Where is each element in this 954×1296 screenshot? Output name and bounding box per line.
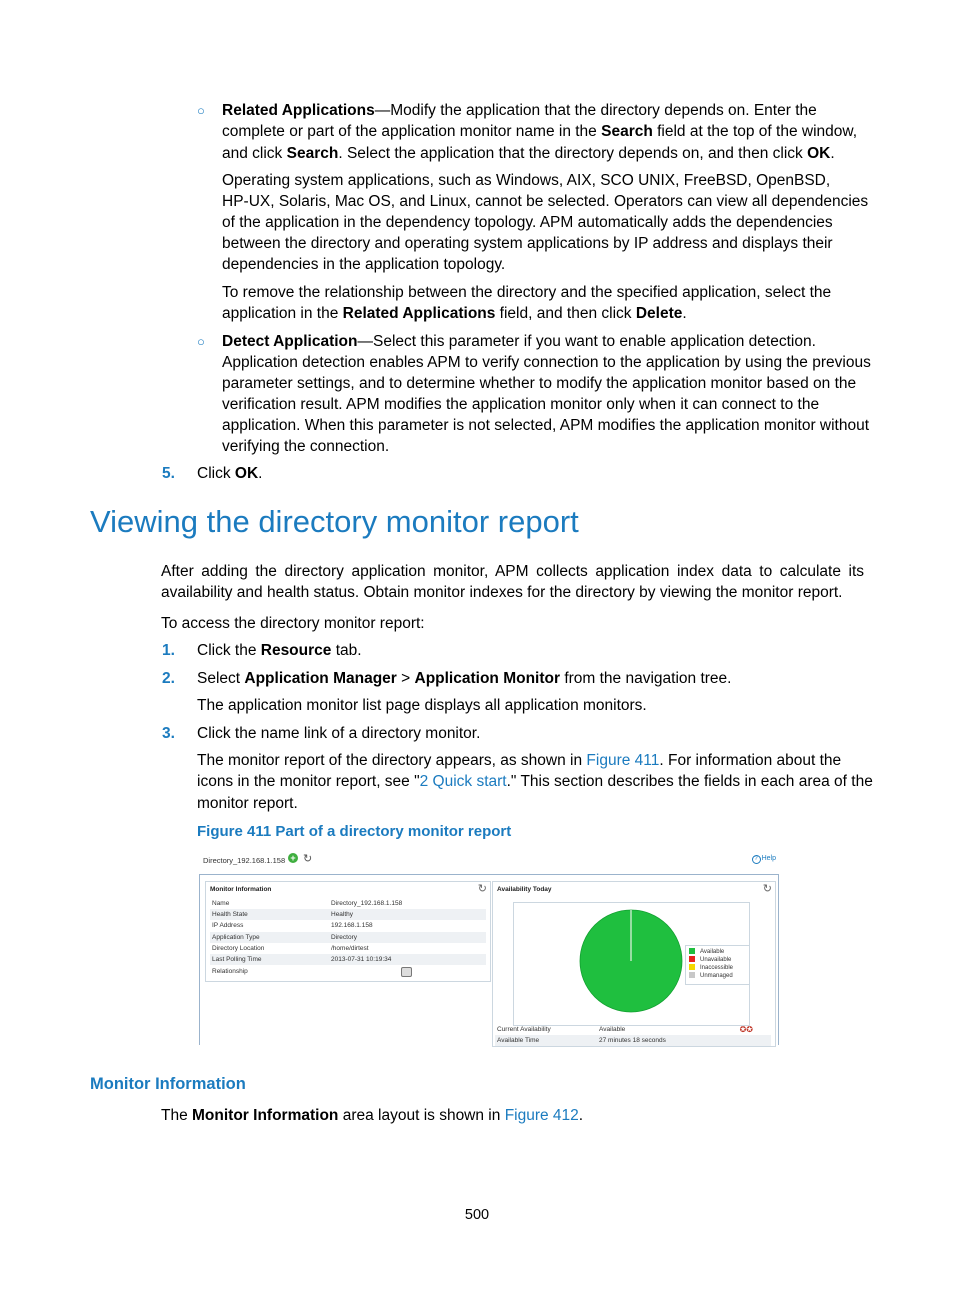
intro-line-2: availability and health status. Obtain monitor indexes for the directory by viewing the monitor report. — [161, 584, 843, 601]
availability-row — [495, 1024, 771, 1035]
step-3-detail-3: monitor report. — [197, 795, 298, 812]
remove-para-line-1: To remove the relationship between the directory and the specified application, select the — [222, 284, 832, 301]
legend-swatch-unavailable — [689, 956, 695, 962]
detect-line-1: Detect Application—Select this parameter if you want to enable application detection. — [222, 333, 816, 350]
avail-value: 27 minutes 18 seconds — [599, 1037, 666, 1044]
detect-line-4: verification result. APM modifies the application monitor only when it can connect to the — [222, 396, 820, 413]
page-number: 500 — [464, 1207, 490, 1223]
info-key: Relationship — [212, 968, 248, 975]
info-value: Directory — [331, 934, 358, 941]
info-key: IP Address — [212, 922, 244, 929]
related-apps-line-1: Related Applications—Modify the application that the directory depends on. Enter the — [222, 102, 817, 119]
detect-line-3: parameter settings, and to determine whether to modify the application monitor based on the — [222, 375, 857, 392]
avail-key: Current Availability — [497, 1026, 551, 1033]
os-para-line-4: between the directory and operating system applications by IP address and displays their — [222, 235, 833, 252]
step-1-number: 1. — [162, 642, 175, 659]
info-key: Health State — [212, 911, 248, 918]
detect-line-6: verifying the connection. — [222, 438, 390, 455]
figure-topbar — [199, 850, 779, 870]
availability-refresh-icon[interactable]: ↻ — [762, 883, 772, 895]
status-icons[interactable]: ✪✪ — [739, 1025, 753, 1034]
monitor-report-figure — [199, 850, 779, 1044]
detect-bullet: ○ — [197, 334, 205, 349]
figure-caption: Figure 411 Part of a directory monitor report — [197, 823, 512, 840]
remove-para-line-2: application in the Related Applications field, and then click Delete. — [222, 305, 687, 322]
help-link[interactable] — [752, 855, 776, 864]
step-3-detail-2: icons in the monitor report, see "2 Quick start." This section describes the fields in each area of the — [197, 773, 873, 790]
info-value: Healthy — [331, 911, 354, 918]
related-apps-line-3: and click Search. Select the application that the directory depends on, and then click OK. — [222, 145, 835, 162]
monitor-title[interactable]: Directory_192.168.1.158 — [203, 856, 286, 865]
info-key: Last Polling Time — [212, 956, 262, 963]
access-text: To access the directory monitor report: — [161, 615, 425, 632]
refresh-icon[interactable]: ↻ — [303, 853, 313, 865]
step-5-text: Click OK. — [197, 465, 263, 482]
report-container — [199, 874, 779, 1045]
info-row — [210, 954, 486, 965]
add-icon[interactable]: + — [288, 853, 298, 863]
info-row — [210, 898, 486, 909]
detect-line-2: Application detection enables APM to verify connection to the application by using the previous — [222, 354, 871, 371]
monitor-info-panel — [205, 881, 491, 982]
intro-line-1: After adding the directory application monitor, APM collects application index data to calculate its — [161, 563, 864, 580]
step-2-text: Select Application Manager > Application Monitor from the navigation tree. — [197, 670, 732, 687]
legend-item — [689, 956, 731, 964]
monitor-info-title: Monitor Information — [210, 886, 272, 893]
info-value: /home/dirtest — [331, 945, 369, 952]
os-para-line-3: of the application in the dependency topology. APM automatically adds the dependencies — [222, 214, 833, 231]
os-para-line-1: Operating system applications, such as Windows, AIX, SCO UNIX, FreeBSD, OpenBSD, — [222, 172, 831, 189]
legend-swatch-inaccessible — [689, 964, 695, 970]
avail-value: Available — [599, 1026, 626, 1033]
info-row — [210, 909, 486, 920]
info-value: 2013-07-31 10:19:34 — [331, 956, 392, 963]
legend-item — [689, 964, 733, 972]
step-1-text: Click the Resource tab. — [197, 642, 362, 659]
panel-refresh-icon[interactable]: ↻ — [477, 883, 487, 895]
step-3-detail-1: The monitor report of the directory appears, as shown in Figure 411. For information about the — [197, 752, 842, 769]
help-label: Help — [761, 855, 776, 862]
info-row — [210, 966, 486, 977]
info-row — [210, 920, 486, 931]
help-icon: ? — [752, 855, 761, 864]
os-para-line-5: dependencies in the application topology. — [222, 256, 506, 273]
info-row — [210, 943, 486, 954]
step-2-number: 2. — [162, 670, 175, 687]
availability-legend — [685, 945, 750, 985]
info-value: 192.168.1.158 — [331, 922, 373, 929]
info-key: Name — [212, 900, 230, 907]
related-apps-line-2: complete or part of the application monitor name in the Search field at the top of the window, — [222, 123, 858, 140]
availability-chart — [513, 902, 750, 1026]
availability-panel — [492, 881, 776, 1047]
sub-bullet: ○ — [197, 103, 205, 118]
legend-label: Unavailable — [700, 957, 732, 963]
monitor-info-heading: Monitor Information — [90, 1075, 246, 1093]
legend-item — [689, 948, 724, 956]
info-key: Application Type — [212, 934, 260, 941]
legend-swatch-unmanaged — [689, 972, 695, 978]
section-heading: Viewing the directory monitor report — [90, 504, 579, 539]
legend-swatch-available — [689, 948, 695, 954]
legend-label: Inaccessible — [700, 965, 734, 971]
step-3-text: Click the name link of a directory monitor. — [197, 725, 481, 742]
availability-title: Availability Today — [497, 886, 552, 893]
step-3-number: 3. — [162, 725, 175, 742]
avail-key: Available Time — [497, 1037, 540, 1044]
legend-label: Available — [700, 949, 725, 955]
legend-label: Unmanaged — [700, 973, 733, 979]
relationship-icon[interactable] — [401, 967, 412, 977]
info-row — [210, 932, 486, 943]
legend-item — [689, 972, 733, 980]
step-2-detail: The application monitor list page displays all application monitors. — [197, 697, 647, 714]
info-value: Directory_192.168.1.158 — [331, 900, 403, 907]
detect-line-5: application. When this parameter is not selected, APM modifies the application monitor without — [222, 417, 870, 434]
monitor-info-para: The Monitor Information area layout is shown in Figure 412. — [161, 1107, 584, 1124]
availability-row — [495, 1035, 771, 1046]
step-5-number: 5. — [162, 465, 175, 482]
os-para-line-2: HP-UX, Solaris, Mac OS, and Linux, cannot be selected. Operators can view all dependencies — [222, 193, 869, 210]
info-key: Directory Location — [212, 945, 265, 952]
